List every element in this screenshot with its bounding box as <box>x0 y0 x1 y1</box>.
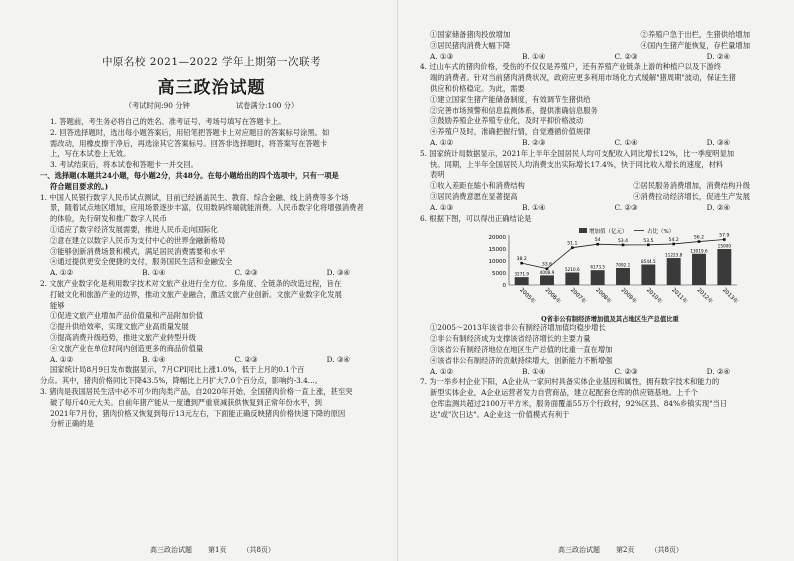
q1-line-1: 1. 中国人民银行数字人民币试点测试，目前已经涵盖民生、教育、综合金融、线上消费等多个场 <box>40 192 349 202</box>
y-tick-label: 5000 <box>492 271 506 278</box>
q5-answer-c: C. ②③ <box>614 202 638 212</box>
q6-option-4: ④该省非公有制经济的贡献持续增大，创新能力不断增强 <box>430 355 613 365</box>
q3-line-4: 分析正确的是 <box>50 419 94 429</box>
q1-answer-d: D. ③④ <box>326 268 350 278</box>
line-point <box>571 247 574 250</box>
x-tick-label: 2013年 <box>720 287 739 306</box>
q3-answer-d: D. ②④ <box>706 51 730 61</box>
q7-line-2: 新型实体企业，A企业运营者发力自营商品，建立起配套仓库的供应链基地。上千个 <box>430 388 698 398</box>
bar-value-label: 5210.6 <box>565 267 580 273</box>
q6-chart <box>475 227 745 323</box>
q2-answers <box>40 355 350 366</box>
exam-score: 试卷满分:100 分） <box>235 101 299 110</box>
q2-option-3: ③提高消费升级趋势，推进文旅产业转型升级 <box>50 332 196 342</box>
bar <box>692 254 706 285</box>
q5-line-3: 表明 <box>430 170 445 180</box>
q5-answers <box>420 203 730 214</box>
q3-options-row-1 <box>420 30 750 41</box>
section-heading-2: 符合题目要求的。) <box>50 181 109 191</box>
q5-options-row-2 <box>420 192 750 203</box>
q4-line-1: 4. 过山车式的猪肉价格，受伤的不仅仅是养殖户，还有养殖产业链条上游的种植户以及下游终 <box>420 62 722 72</box>
q5-option-2: ②居民服务消费增加，消费结构升级 <box>633 181 750 191</box>
q6-option-2: ②非公有制经济成为支撑该省经济增长的主要力量 <box>430 334 591 344</box>
q5-answer-d: D. ②④ <box>706 202 730 212</box>
q4-option-3: ③鼓励养殖企业养殖专业化，及时平抑价格波动 <box>430 116 584 126</box>
q2-answer-a: A. ①② <box>50 354 73 364</box>
line-value-label: 54 <box>594 238 601 244</box>
exam-meta <box>40 101 383 111</box>
q3-material-1: 国家统计局8月9日发布数据显示，7月CPI同比上涨1.0%，低于上月的0.1个百 <box>50 365 305 375</box>
note-2: 2. 回答选择题时，选出每小题答案后，用铅笔把答题卡上对应题目的答案标号涂黑。如 <box>50 127 330 137</box>
q1-option-2: ②意在建立以数字人民币为支付中心的世界金融新格局 <box>50 235 226 245</box>
x-tick-label: 2005年 <box>518 287 537 306</box>
bar <box>565 273 579 286</box>
q4-answer-b: B. ②③ <box>522 137 546 147</box>
q1-answers <box>40 268 350 279</box>
note-1: 1. 答题前，考生务必将自己的姓名、准考证号、考场号填写在答题卡上。 <box>50 117 286 126</box>
note-3: 3. 考试结束后，将本试卷和答题卡一并交回。 <box>50 160 198 170</box>
x-tick-label: 2012年 <box>695 287 714 306</box>
q1-answer-b: B. ①④ <box>142 268 166 278</box>
bar-value-label: 15000 <box>717 243 731 249</box>
q4-answer-c: C. ①④ <box>614 137 638 147</box>
x-tick-label: 2006年 <box>543 287 562 306</box>
q5-option-1: ①收入差距在缩小和消费结构 <box>430 181 525 191</box>
q3-line-1: 3. 猪肉是我国居民生活中必不可少的肉类产品，自2020年开始，全国猪肉价格一直上涨，甚至突 <box>40 386 353 396</box>
q3-line-2: 破了每斤40元大关。自前年猪产能从一度遭到严重衰减获供恢复到正常年份水平，到 <box>50 397 322 407</box>
school-title: 中原名校 2021—2022 学年上期第一次联考 <box>101 56 322 68</box>
footer-page: 第2页 <box>616 546 635 554</box>
q5-option-3: ③居民消费意愿在显著提高 <box>430 191 518 201</box>
q6-answer-a: A. ①② <box>430 366 453 376</box>
q4-answers <box>420 138 730 149</box>
q4-line-3: 供应和价格稳定。为此，需要 <box>430 83 525 93</box>
y-tick-label: 20000 <box>488 235 506 242</box>
q4-option-2: ②完善市场预警和信息监测体系，提供准确信息服务 <box>430 105 598 115</box>
q6-answer-b: B. ①④ <box>522 366 546 376</box>
q6-line-1: 6. 根据下图，可以得出正确结论是 <box>420 213 532 223</box>
line-point <box>647 244 650 247</box>
line-value-label: 57.9 <box>719 233 730 239</box>
q5-option-4: ④消费拉动经济增长，促进生产发展 <box>633 191 750 201</box>
footer-title: 高三政治试题 <box>558 546 600 554</box>
line-point <box>520 262 523 265</box>
line-value-label: 51.1 <box>567 242 578 248</box>
legend-bar-label: 增加值（亿元） <box>589 229 628 236</box>
bar-value-label: 11223.8 <box>665 252 683 258</box>
bar-value-label: 3271.9 <box>514 271 529 277</box>
q6-option-3: ③该省公有制经济地位在地区生产总值的比重一直在增加 <box>430 344 613 354</box>
q4-answer-a: A. ①② <box>430 137 453 147</box>
page-footer-2 <box>558 545 683 555</box>
x-tick-label: 2011年 <box>670 287 689 306</box>
line-point <box>672 243 675 246</box>
q5-line-1: 5. 国家统计局数据显示，2021年上半年全国居民人均可支配收入同比增长12%，比一季度明显加 <box>420 148 735 158</box>
q3-answer-c: C. ②③ <box>614 51 638 61</box>
page-2 <box>397 0 794 561</box>
q3-option-3: ③居民猪肉消费大幅下降 <box>430 40 511 50</box>
q5-line-2: 快。同期，上半年全国居民人均消费支出实际增长17.4%，快于同比收入增长的速度，材料 <box>430 159 724 169</box>
line-point <box>546 268 549 271</box>
q3-option-4: ④国内生猪产能恢复，存栏量增加 <box>640 40 750 50</box>
q3-answers <box>420 52 730 63</box>
q1-option-1: ①适应了数字经济发展需要，推进人民币走向国际化 <box>50 224 218 234</box>
bar <box>641 265 655 286</box>
q3-option-1: ①国家储备猪肉投放增加 <box>430 30 511 39</box>
x-tick-label: 2007年 <box>568 287 587 306</box>
bar <box>591 271 605 286</box>
bar <box>667 258 681 285</box>
footer-title: 高三政治试题 <box>150 546 192 554</box>
q4-answer-d: D. ③④ <box>706 137 730 147</box>
q2-line-2: 打破文化和旅游产业的边界，推动文旅产业融合，激活文旅产业创新。文旅产业数字化发展 <box>50 289 342 299</box>
line-value-label: 54.2 <box>668 238 679 244</box>
q3-options-row-2 <box>420 41 750 52</box>
section-heading: 一、选择题(本题共24小题，每小题2分，共48分。在每小题给出的四个选项中，只有一项是 <box>40 170 339 180</box>
line-value-label: 53.4 <box>617 239 629 245</box>
x-tick-label: 2010年 <box>644 287 663 306</box>
q2-option-1: ①促进文旅产业增加产品价值量和产品附加价值 <box>50 311 204 321</box>
note-2b: 需改动，用橡皮擦干净后，再选涂其它答案标号。回答非选择题时，将答案写在答题卡 <box>50 138 328 148</box>
q2-option-2: ②提升供给效率，实现文旅产业高质量发展 <box>50 322 189 332</box>
q2-line-3: 能够 <box>50 300 65 310</box>
x-tick-label: 2009年 <box>619 287 638 306</box>
legend-bar-swatch <box>579 228 587 233</box>
q7-line-1: 7. 为一举乡村企业下阳，A企业从一家问村具备实体企业基因和属性，拥有数字技术和能力的 <box>420 377 720 387</box>
q7-line-3: 仓库监测共超过2100万平方米，服务面覆盖55万个行政村，92%区县、84%乡镇实现"当日 <box>430 398 728 408</box>
exam-title: 高三政治试题 <box>157 78 266 98</box>
legend-line-label: 占比（%） <box>647 229 675 236</box>
line-value-label: 56.2 <box>693 235 705 241</box>
footer-page: 第1页 <box>208 546 227 554</box>
q2-answer-d: D. ③④ <box>326 354 350 364</box>
q2-answer-c: C. ②③ <box>234 354 258 364</box>
chart-svg <box>475 227 745 309</box>
q5-options-row-1 <box>420 181 750 192</box>
line-value-label: 33.6 <box>541 263 553 269</box>
line-point <box>698 241 701 244</box>
q1-option-4: ④通过提供更安全便捷的支付，服务国民生活和金融安全 <box>50 257 233 267</box>
footer-total: （共8页） <box>650 546 683 554</box>
q4-option-4: ④养殖户及时，准确把握行情，自觉遵循价值规律 <box>430 127 591 137</box>
line-value-label: 53.5 <box>643 239 654 245</box>
y-tick-label: 0 <box>502 283 506 290</box>
line-value-label: 38.2 <box>516 257 527 263</box>
bar <box>616 268 630 285</box>
q6-answer-c: C. ②③ <box>614 366 638 376</box>
footer-total: （共8页） <box>242 546 275 554</box>
q1-answer-c: C. ②③ <box>234 268 258 278</box>
q2-option-4: ④文旅产业在单位时间内创造更多的商品价值量 <box>50 343 204 353</box>
q1-line-3: 的体验，先行研发和推广数字人民币 <box>50 214 167 224</box>
q3-line-3: 2021年7月份，猪肉价格又恢复到每斤13元左右，下面能正确反映猪肉价格快速下降的原因 <box>50 408 346 418</box>
q6-answers <box>420 367 730 378</box>
x-tick-label: 2008年 <box>594 287 613 306</box>
bar <box>515 277 529 285</box>
exam-time: （考试时间:90 分钟 <box>124 101 190 110</box>
bar-value-label: 8544.5 <box>641 259 656 265</box>
q6-answer-d: D. ②④ <box>706 366 730 376</box>
note-2c: 上，写在本试卷上无效。 <box>50 149 131 159</box>
q1-option-3: ③能够创新消费场景和模式，满足居民消费需要和水平 <box>50 246 226 256</box>
page-footer-1 <box>150 545 275 555</box>
q4-line-2: 端的消费者。针对当前猪肉消费状况，政府应更多利用市场化方式缓解"猪周期"波动，保证生猪 <box>430 73 736 83</box>
q5-answer-a: A. ①③ <box>430 202 453 212</box>
q5-answer-b: B. ①④ <box>522 202 546 212</box>
q3-material-2: 分点。其中，猪肉价格同比下降43.5%，降幅比上月扩大7.0个百分点，影响约-3.4...。 <box>40 376 323 386</box>
q2-answer-b: B. ①④ <box>142 354 166 364</box>
line-point <box>723 239 726 242</box>
q3-option-2: ②养殖户急于出栏，生猪供给增加 <box>640 30 750 39</box>
q4-option-1: ①建立国家生猪产能储备制度，有效调节生猪供给 <box>430 94 591 104</box>
q3-answer-b: B. ①④ <box>522 51 546 61</box>
bar-value-label: 13019.6 <box>690 248 708 254</box>
y-tick-label: 10000 <box>488 259 506 266</box>
q6-option-1: ①2005～2013年该省非公有制经济增加值均稳步增长 <box>430 323 606 333</box>
bar-value-label: 7092.1 <box>615 262 631 268</box>
bar-value-label: 6173.5 <box>590 265 605 271</box>
q3-answer-a: A. ①③ <box>430 51 453 61</box>
bar <box>540 276 554 286</box>
q2-line-1: 2. 文旅产业数字化是利用数字技术对文旅产业进行全方位、多角度、全链条的改造过程，旨在 <box>40 278 342 288</box>
bar <box>717 249 731 285</box>
bar-value-label: 4008.9 <box>539 270 555 276</box>
q1-answer-a: A. ①② <box>50 268 73 278</box>
q7-line-4: 达"或"次日达"。A企业这一价值模式有利于 <box>430 409 570 419</box>
q1-line-2: 景，随着试点地区增加，应用场景逐步丰富，仅用数码终端就能消费。人民币数字化将增强消费者 <box>50 203 364 213</box>
y-tick-label: 15000 <box>488 247 506 254</box>
line-point <box>596 243 599 246</box>
chart-caption: Q省非公有制经济增加值及其占地区生产总值比重 <box>541 316 679 324</box>
line-point <box>622 244 625 247</box>
